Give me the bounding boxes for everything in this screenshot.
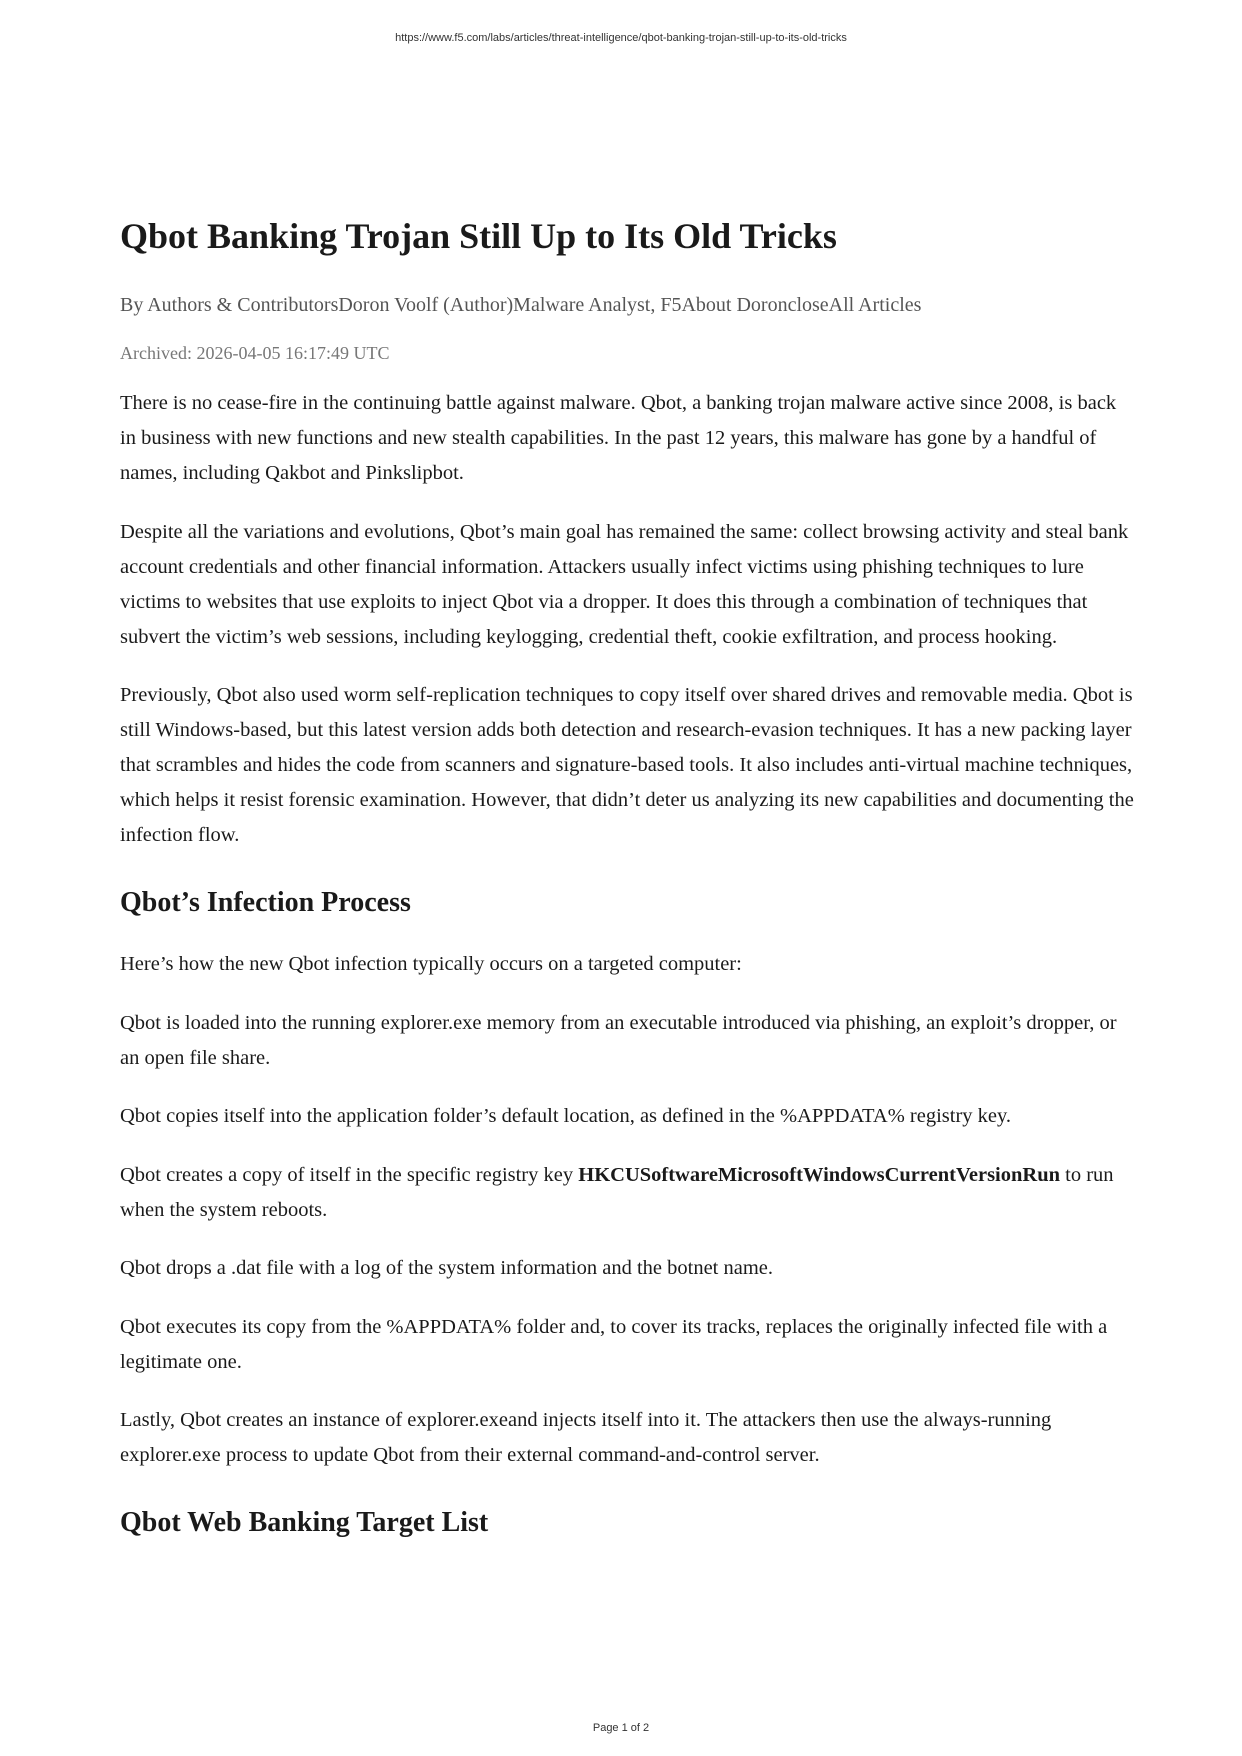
step-text: to run when the system reboots. <box>120 1163 1114 1221</box>
step: Qbot is loaded into the running explorer.exe memory from an executable introduced via phishing, an exploit’s dropper, or an open file share. <box>120 1011 1117 1069</box>
step-text: Qbot creates a copy of itself in the specific registry key <box>120 1163 579 1186</box>
page-url: https://www.f5.com/labs/articles/threat-intelligence/qbot-banking-trojan-still-up-to-its-old-tricks <box>395 32 847 44</box>
step: Lastly, Qbot creates an instance of explorer.exeand injects itself into it. The attackers then use the always-running explorer.exe process to update Qbot from their external command-and-control server. <box>120 1409 1052 1466</box>
step: Qbot drops a .dat file with a log of the system information and the botnet name. <box>120 1257 774 1279</box>
byline: By Authors & ContributorsDoron Voolf (Author)Malware Analyst, F5About DoroncloseAll Articles <box>120 294 922 316</box>
paragraph: Previously, Qbot also used worm self-replication techniques to copy itself over shared drives and removable media. Qbot is still Windows-based, but this latest version adds both detection and research-evasion techniques. It has a new packing layer that scrambles and hides the code from scanners and signature-based tools. It also includes anti-virtual machine techniques, which helps it resist forensic examination. However, that didn’t deter us analyzing its new capabilities and documenting the infection flow. <box>120 684 1134 846</box>
step <box>120 1158 1135 1228</box>
article <box>120 212 1135 1567</box>
page-number: Page 1 of 2 <box>592 1722 650 1734</box>
archived-date: Archived: 2026-04-05 16:17:49 UTC <box>120 343 390 363</box>
paragraph: There is no cease-fire in the continuing battle against malware. Qbot, a banking trojan malware active since 2008, is back in business with new functions and new stealth capabilities. In the past 12 years, this malware has gone by a handful of names, including Qakbot and Pinkslipbot. <box>120 392 1117 484</box>
section-heading: Qbot’s Infection Process <box>120 887 411 918</box>
registry-key: HKCUSoftwareMicrosoftWindowsCurrentVersionRun <box>578 1163 1061 1186</box>
paragraph: Here’s how the new Qbot infection typically occurs on a targeted computer: <box>120 953 742 975</box>
paragraph: Despite all the variations and evolutions, Qbot’s main goal has remained the same: collect browsing activity and steal bank account credentials and other financial information. Attackers usually infect victims using phishing techniques to lure victims to websites that use exploits to inject Qbot via a dropper. It does this through a combination of techniques that subvert the victim’s web sessions, including keylogging, credential theft, cookie exfiltration, and process hooking. <box>120 520 1129 648</box>
step: Qbot executes its copy from the %APPDATA% folder and, to cover its tracks, replaces the originally infected file with a legitimate one. <box>120 1315 1108 1373</box>
section-heading: Qbot Web Banking Target List <box>120 1507 489 1538</box>
step: Qbot copies itself into the application folder’s default location, as defined in the %APPDATA% registry key. <box>120 1105 1012 1127</box>
article-title: Qbot Banking Trojan Still Up to Its Old Tricks <box>120 216 837 256</box>
